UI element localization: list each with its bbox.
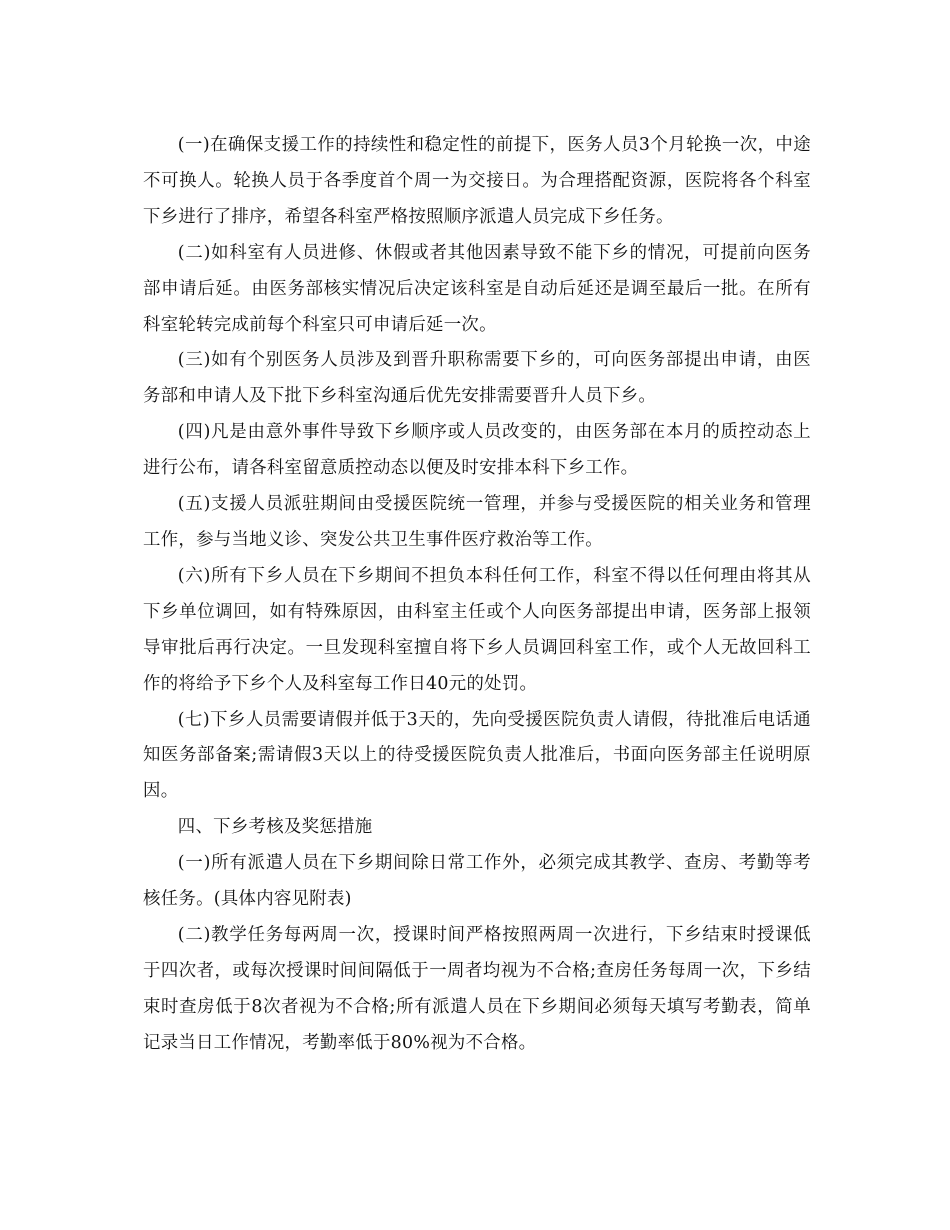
paragraph-6: (六)所有下乡人员在下乡期间不担负本科任何工作，科室不得以任何理由将其从下乡单位调回，如有特殊原因，由科室主任或个人向医务部提出申请，医务部上报领导审批后再行决定。一旦发现科室擅自将下乡人员调回科室工作，或个人无故回科工作的将给予下乡个人及科室每工作日40元的处罚。	[143, 565, 811, 694]
paragraph-2: (二)如科室有人员进修、休假或者其他因素导致不能下乡的情况，可提前向医务部申请后延。由医务部核实情况后决定该科室是自动后延还是调至最后一批。在所有科室轮转完成前每个科室只可申请后延一次。	[143, 242, 811, 335]
section-paragraph-2: (二)教学任务每两周一次，授课时间严格按照两周一次进行，下乡结束时授课低于四次者，或每次授课时间间隔低于一周者均视为不合格;查房任务每周一次，下乡结束时查房低于8次者视为不合格;所有派遣人员在下乡期间必须每天填写考勤表，简单记录当日工作情况，考勤率低于80%视为不合格。	[143, 924, 811, 1053]
document-body	[143, 128, 811, 1062]
section-paragraph-1: (一)所有派遣人员在下乡期间除日常工作外，必须完成其教学、查房、考勤等考核任务。(具体内容见附表)	[143, 853, 811, 910]
paragraph-3: (三)如有个别医务人员涉及到晋升职称需要下乡的，可向医务部提出申请，由医务部和申请人及下批下乡科室沟通后优先安排需要晋升人员下乡。	[143, 350, 811, 407]
paragraph-4: (四)凡是由意外事件导致下乡顺序或人员改变的，由医务部在本月的质控动态上进行公布，请各科室留意质控动态以便及时安排本科下乡工作。	[143, 422, 811, 479]
paragraph-1: (一)在确保支援工作的持续性和稳定性的前提下，医务人员3个月轮换一次，中途不可换人。轮换人员于各季度首个周一为交接日。为合理搭配资源，医院将各个科室下乡进行了排序，希望各科室严格按照顺序派遣人员完成下乡任务。	[143, 135, 811, 227]
paragraph-7: (七)下乡人员需要请假并低于3天的，先向受援医院负责人请假，待批准后电话通知医务部备案;需请假3天以上的待受援医院负责人批准后，书面向医务部主任说明原因。	[143, 709, 811, 802]
section-heading: 四、下乡考核及奖惩措施	[177, 817, 373, 838]
paragraph-5: (五)支援人员派驻期间由受援医院统一管理，并参与受援医院的相关业务和管理工作，参与当地义诊、突发公共卫生事件医疗救治等工作。	[143, 494, 811, 550]
